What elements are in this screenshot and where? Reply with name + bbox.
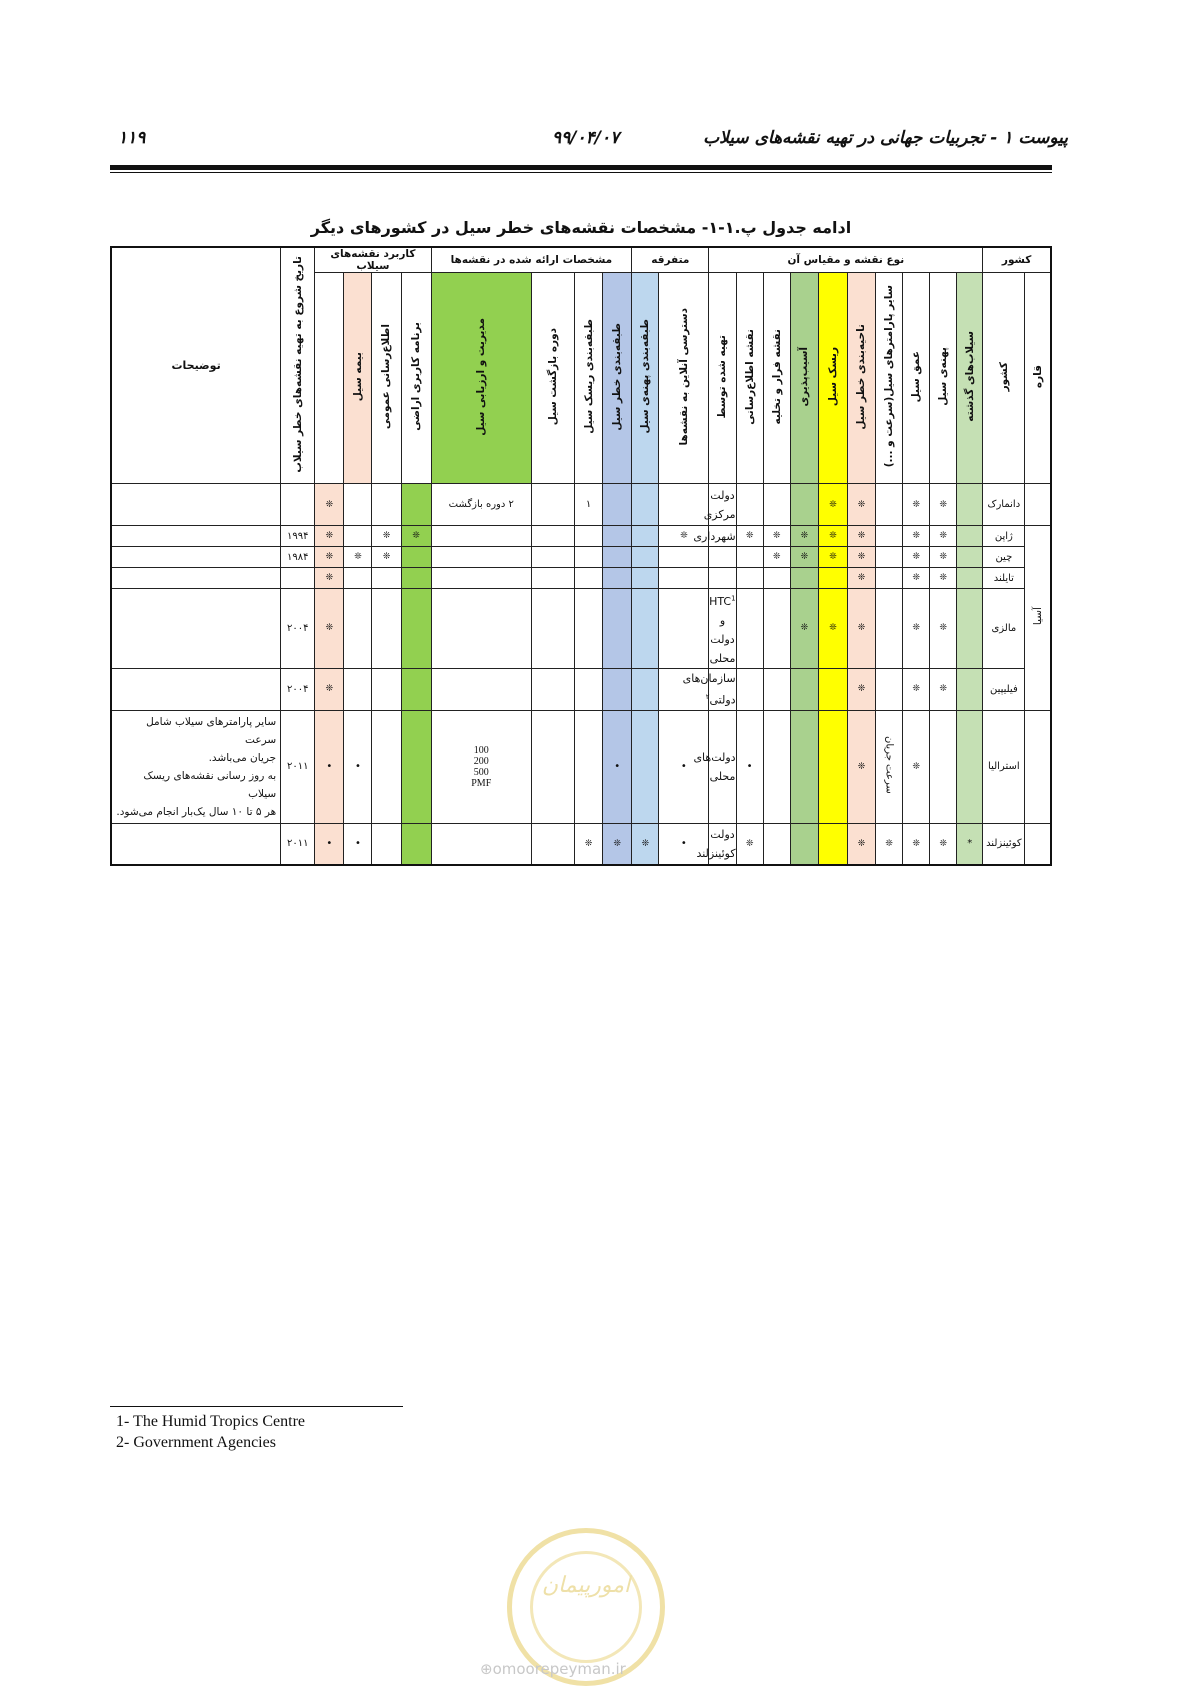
prepared-cell: سازمان‌های دولتی$^۲$ — [709, 668, 736, 710]
watermark-seal-inner — [530, 1551, 642, 1663]
header-public-info: اطلاع‌رسانی عمومی — [372, 273, 401, 484]
start-year-cell: ۲۰۱۱ — [281, 710, 315, 823]
header-start-date: تاریخ شروع به تهیه نقشه‌های خطر سیلاب — [281, 247, 315, 484]
header-continent: قاره — [1025, 273, 1051, 484]
group-specs: مشخصات ارائه شده در نقشه‌ها — [431, 247, 632, 273]
header-past-floods: سیلاب‌های گذشته — [957, 273, 983, 484]
other-params-cell: سرعت جریان — [875, 710, 902, 823]
group-country: کشور — [983, 247, 1051, 273]
header-online: دسترسی آنلاین به نقشه‌ها — [659, 273, 709, 484]
flood-maps-table — [110, 246, 1052, 866]
country-cell: دانمارک — [983, 484, 1025, 526]
country-cell: چین — [983, 547, 1025, 568]
table-row: تایلند ❊ ❊ ❊ ❊ — [111, 568, 1051, 589]
header-land-use: برنامه کاربری اراضی — [401, 273, 431, 484]
start-year-cell: ۱۹۸۴ — [281, 547, 315, 568]
table-row: فیلیپین ❊ ❊ ❊ سازمان‌های دولتی$^۲$ ❊ ۲۰۰۴ — [111, 668, 1051, 710]
table-row: چین ❊ ❊ ❊ ❊ ❊ ❊ ❊ ❊ ❊ ۱۹۸۴ — [111, 547, 1051, 568]
country-cell: استرالیا — [983, 710, 1025, 823]
header-evacuation: نقشه فرار و تخلیه — [763, 273, 790, 484]
header-management: مدیریت و ارزیابی سیل — [431, 273, 531, 484]
table-row: دانمارک ❊ ❊ ❊ ❊ دولت مرکزی ۱ ۲ دوره بازگشت ❊ — [111, 484, 1051, 526]
header-return-period: دوره بازگشت سیل — [531, 273, 574, 484]
country-cell: تایلند — [983, 568, 1025, 589]
table-row: کوئینزلند * ❊ ❊ ❊ ❊ ❊ دولت کوئینزلند • ❊ ❊ ❊ • • ۲۰۱۱ — [111, 823, 1051, 865]
start-year-cell: ۲۰۰۴ — [281, 668, 315, 710]
country-cell: کوئینزلند — [983, 823, 1025, 865]
prepared-cell: دولت‌های محلی — [709, 710, 736, 823]
header-title: پیوست ۱ - تجربیات جهانی در تهیه نقشه‌های سیلاب — [703, 128, 1068, 148]
watermark-url: ⊕omoorepeyman.ir — [480, 1660, 626, 1678]
table-caption: ادامه جدول پ.۱-۱- مشخصات نقشه‌های خطر سیل در کشورهای دیگر — [310, 218, 852, 237]
header-rule-thick — [110, 165, 1052, 170]
group-map-type: نوع نقشه و مقیاس آن — [709, 247, 983, 273]
page-number: ۱۱۹ — [118, 128, 146, 148]
header-notes: توضیحات — [111, 247, 281, 484]
header-vulnerability: آسیب‌پذیری — [790, 273, 818, 484]
header-extent: پهنه‌ی سیل — [930, 273, 957, 484]
header-prepared-by: تهیه شده توسط — [709, 273, 736, 484]
header-hazard-class: طبقه‌بندی خطر سیل — [603, 273, 632, 484]
header-hazard-zoning: ناحیه‌بندی خطر سیل — [847, 273, 875, 484]
prepared-cell: دولت مرکزی — [709, 484, 736, 526]
continent-cell-asia: آسیا — [1025, 526, 1051, 711]
globe-icon: ⊕ — [480, 1660, 493, 1678]
start-year-cell: ۲۰۱۱ — [281, 823, 315, 865]
header-depth: عمق سیل — [903, 273, 930, 484]
notes-cell: سایر پارامترهای سیلاب شامل سرعت جریان می‌باشد. به روز رسانی نقشه‌های ریسک سیلاب هر ۵ تا ۱۰ سال یک‌بار انجام می‌شود. — [111, 710, 281, 823]
continent-cell — [1025, 484, 1051, 526]
header-insurance: بیمه سیل — [344, 273, 372, 484]
table-row: مالزی ❊ ❊ ❊ ❊ ❊ HTC$^1$ و دولت محلی ❊ ۲۰۰۴ — [111, 589, 1051, 669]
table-row: آسیا ژاپن ❊ ❊ ❊ ❊ ❊ ❊ ❊ شهرداری ❊ ❊ ❊ ❊ ۱۹۹۴ — [111, 526, 1051, 547]
country-cell: مالزی — [983, 589, 1025, 669]
header-risk: ریسک سیل — [818, 273, 847, 484]
footnote-2: 2- Government Agencies — [116, 1434, 276, 1451]
group-usage: کاربرد نقشه‌های سیلاب — [315, 247, 431, 273]
return-period-cell: 100 200 500 PMF — [431, 710, 531, 823]
prepared-cell: HTC$^1$ و دولت محلی — [709, 589, 736, 669]
header-other-params: سایر پارامترهای سیل(سرعت و ...) — [875, 273, 902, 484]
group-misc: متفرقه — [632, 247, 709, 273]
header-date: ۹۹/۰۴/۰۷ — [552, 128, 620, 148]
header-rule-thin — [110, 172, 1052, 173]
watermark-seal-text: امورپیمان — [541, 1573, 631, 1598]
footnote-rule — [110, 1406, 403, 1407]
table-row: استرالیا ❊ سرعت جریان ❊ • دولت‌های محلی • • 100 200 500 PMF • • ۲۰۱۱ سایر پارامترهای سیلاب شامل سرعت جریان می‌باشد. به روز رسانی نقشه‌های ریسک سیلاب هر ۵ تا ۱۰ سال یک‌بار انجام می‌شود. — [111, 710, 1051, 823]
prepared-cell: دولت کوئینزلند — [709, 823, 736, 865]
start-year-cell: ۱۹۹۴ — [281, 526, 315, 547]
header-risk-class: طبقه‌بندی ریسک سیل — [575, 273, 603, 484]
prepared-cell: شهرداری — [709, 526, 736, 547]
start-year-cell: ۲۰۰۴ — [281, 589, 315, 669]
group-header-row — [111, 247, 1051, 273]
header-info-map: نقشه اطلاع‌رسانی — [736, 273, 763, 484]
header-country: کشور — [983, 273, 1025, 484]
header-extent-class: طبقه‌بندی پهنه‌ی سیل — [632, 273, 659, 484]
return-period-cell: ۲ دوره بازگشت — [431, 484, 531, 526]
country-cell: فیلیپین — [983, 668, 1025, 710]
footnote-1: 1- The Humid Tropics Centre — [116, 1413, 306, 1430]
country-cell: ژاپن — [983, 526, 1025, 547]
